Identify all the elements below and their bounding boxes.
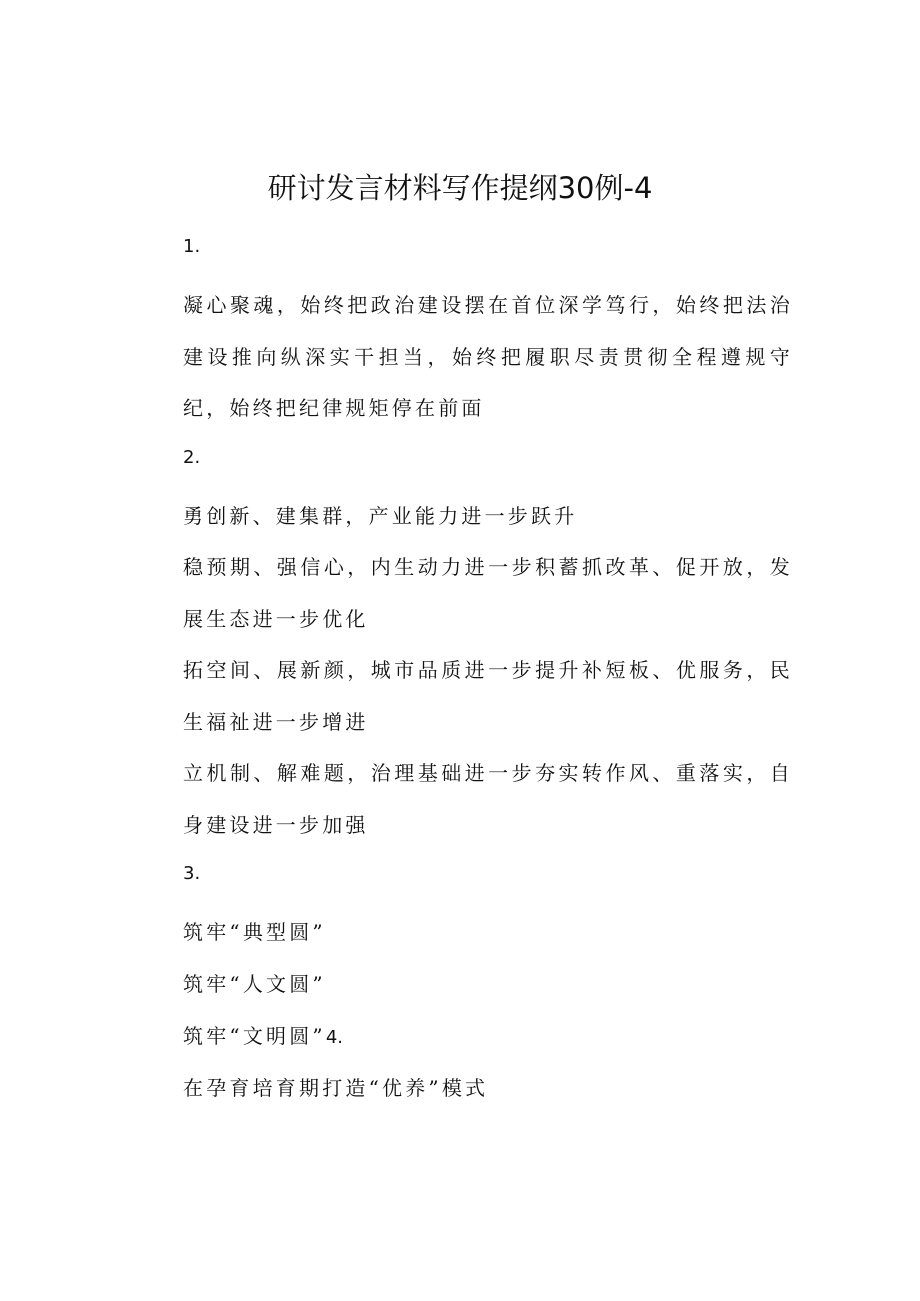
paragraph: 拓空间、展新颜，城市品质进一步提升补短板、优服务，民生福祉进一步增进 xyxy=(183,658,793,734)
section-number: 2. xyxy=(183,446,201,468)
paragraph: 稳预期、强信心，内生动力进一步积蓄抓改革、促开放，发展生态进一步优化 xyxy=(183,555,793,631)
list-line xyxy=(183,1011,793,1063)
section-number: 3. xyxy=(183,863,201,884)
paragraph: 凝心聚魂，始终把政治建设摆在首位深学笃行，始终把法治建设推向纵深实干担当，始终把履职尽责贯彻全程遵规守纪，始终把纪律规矩停在前面 xyxy=(183,293,793,420)
document-body xyxy=(183,228,793,1115)
list-line: 在孕育培育期打造“优养”模式 xyxy=(183,1076,489,1100)
paragraph: 勇创新、建集群，产业能力进一步跃升 xyxy=(183,503,578,528)
list-line-text: 筑牢“文明圆” xyxy=(183,1024,326,1048)
paragraph: 立机制、解难题，治理基础进一步夯实转作风、重落实，自身建设进一步加强 xyxy=(183,761,793,837)
document-title: 研讨发言材料写作提纲30例-4 xyxy=(267,171,653,205)
list-line: 筑牢“人文圆” xyxy=(183,972,326,996)
section-number: 4. xyxy=(325,1027,344,1048)
section-number: 1. xyxy=(183,236,201,257)
list-line: 筑牢“典型圆” xyxy=(183,920,326,944)
